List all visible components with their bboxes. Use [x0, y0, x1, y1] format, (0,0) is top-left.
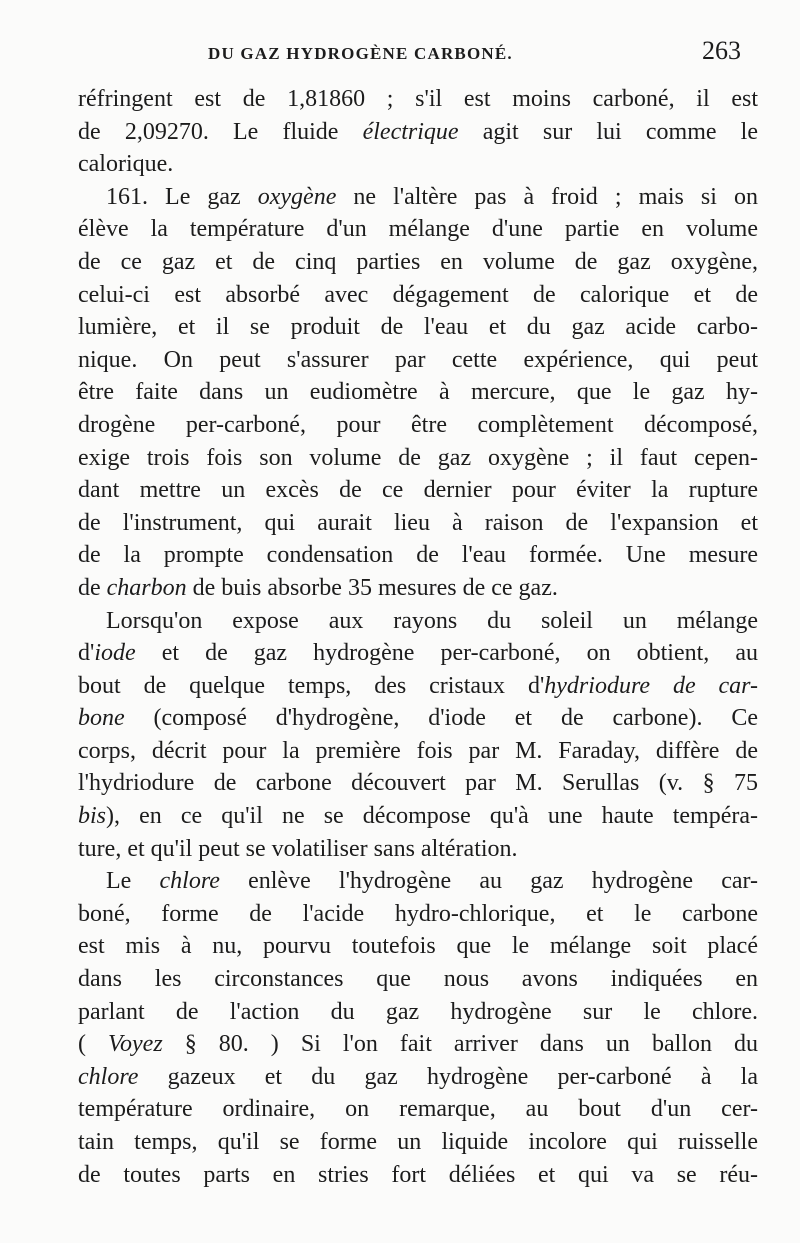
text-segment: de la prompte condensation de l'eau formée. Une mesure — [78, 542, 758, 569]
text-segment: exige trois fois son volume de gaz oxygène ; il faut cepen- — [78, 444, 758, 471]
text-line — [78, 1126, 758, 1159]
text-segment: § 80. ) Si l'on fait arriver dans un ballon du — [162, 1031, 758, 1058]
italic-term: hydriodure de car- — [544, 672, 758, 699]
text-segment: (composé d'hydrogène, d'iode et de carbone). Ce — [124, 705, 758, 732]
text-segment: ), en ce qu'il ne se décompose qu'à une haute tempéra- — [106, 803, 758, 830]
text-segment: boné, forme de l'acide hydro-chlorique, et le carbone — [78, 900, 758, 927]
page-number: 263 — [702, 36, 741, 65]
text-segment: agit sur lui comme le — [458, 118, 758, 145]
text-segment: de ce gaz et de cinq parties en volume de gaz oxygène, — [78, 248, 758, 275]
text-line — [78, 376, 758, 409]
text-segment: de — [78, 574, 107, 601]
italic-term: Voyez — [108, 1031, 163, 1058]
text-segment: de buis absorbe 35 mesures de ce gaz. — [186, 574, 558, 601]
text-line — [78, 181, 758, 214]
text-line — [78, 83, 758, 116]
text-line — [78, 800, 758, 833]
text-segment: parlant de l'action du gaz hydrogène sur le chlore. — [78, 998, 758, 1025]
text-line — [78, 116, 758, 149]
text-line — [78, 474, 758, 507]
text-segment: ne l'altère pas à froid ; mais si on — [336, 183, 758, 210]
text-segment: 161. Le gaz — [106, 183, 258, 210]
text-line — [78, 1159, 758, 1192]
text-segment: élève la température d'un mélange d'une partie en volume — [78, 216, 758, 243]
text-line — [78, 930, 758, 963]
text-segment: Lorsqu'on expose aux rayons du soleil un mélange — [106, 607, 758, 634]
text-line — [78, 148, 758, 181]
text-segment: dant mettre un excès de ce dernier pour éviter la rupture — [78, 477, 758, 504]
text-segment: dans les circonstances que nous avons indiquées en — [78, 966, 758, 993]
text-segment: enlève l'hydrogène au gaz hydrogène car- — [219, 868, 758, 895]
text-line — [78, 1061, 758, 1094]
text-segment: gazeux et du gaz hydrogène per-carboné à la — [138, 1063, 758, 1090]
text-segment: corps, décrit pour la première fois par M. Faraday, diffère de — [78, 737, 758, 764]
italic-term: iode — [94, 640, 136, 667]
text-line — [78, 1093, 758, 1126]
text-line — [78, 767, 758, 800]
italic-term: bis — [78, 803, 107, 830]
text-segment: tain temps, qu'il se forme un liquide incolore qui ruisselle — [78, 1129, 758, 1155]
text-segment: l'hydriodure de carbone découvert par M. Serullas (v. § 75 — [78, 770, 758, 797]
text-segment: et de gaz hydrogène per-carboné, on obtient, au — [135, 640, 758, 667]
text-line — [78, 246, 758, 279]
text-segment: ture, et qu'il peut se volatiliser sans altération. — [78, 835, 518, 862]
text-line — [78, 898, 758, 931]
text-line — [78, 409, 758, 442]
italic-term: charbon — [106, 574, 187, 601]
text-line — [78, 605, 758, 638]
text-segment: lumière, et il se produit de l'eau et du gaz acide carbo- — [78, 314, 758, 341]
text-line — [78, 735, 758, 768]
text-segment: d' — [78, 640, 95, 667]
text-line — [78, 996, 758, 1029]
body-text — [78, 83, 758, 1191]
text-segment: de l'instrument, qui aurait lieu à raison de l'expansion et — [78, 509, 758, 536]
italic-term: chlore — [159, 868, 220, 895]
text-line — [78, 213, 758, 246]
text-segment: être faite dans un eudiomètre à mercure, que le gaz hy- — [78, 379, 758, 406]
text-line — [78, 702, 758, 735]
text-line — [78, 279, 758, 312]
text-line — [78, 963, 758, 996]
text-line — [78, 637, 758, 670]
text-segment: de 2,09270. Le fluide — [78, 118, 363, 145]
text-line — [78, 442, 758, 475]
italic-term: chlore — [78, 1063, 139, 1090]
text-line — [78, 572, 758, 605]
text-line — [78, 833, 758, 866]
text-line — [78, 865, 758, 898]
text-segment: nique. On peut s'assurer par cette expérience, qui peut — [78, 346, 758, 373]
text-segment: est mis à nu, pourvu toutefois que le mélange soit placé — [78, 933, 758, 960]
text-segment: Le — [106, 868, 160, 895]
text-line — [78, 1028, 758, 1061]
text-segment: celui-ci est absorbé avec dégagement de calorique et de — [78, 281, 758, 308]
italic-term: électrique — [362, 118, 459, 145]
text-segment: réfringent est de 1,81860 ; s'il est moins carboné, il est — [78, 86, 758, 112]
text-line — [78, 311, 758, 344]
text-line — [78, 539, 758, 572]
italic-term: oxygène — [257, 183, 337, 210]
text-segment: température ordinaire, on remarque, au bout d'un cer- — [78, 1096, 758, 1123]
text-segment: ( — [78, 1031, 109, 1058]
italic-term: bone — [78, 705, 125, 732]
running-head: DU GAZ HYDROGÈNE CARBONÉ. — [208, 44, 513, 63]
text-segment: calorique. — [78, 151, 174, 178]
text-segment: de toutes parts en stries fort déliées et qui va se réu- — [78, 1161, 758, 1188]
text-line — [78, 670, 758, 703]
text-segment: bout de quelque temps, des cristaux d' — [78, 672, 545, 699]
text-line — [78, 344, 758, 377]
text-line — [78, 507, 758, 540]
text-segment: drogène per-carboné, pour être complètement décomposé, — [78, 411, 758, 438]
